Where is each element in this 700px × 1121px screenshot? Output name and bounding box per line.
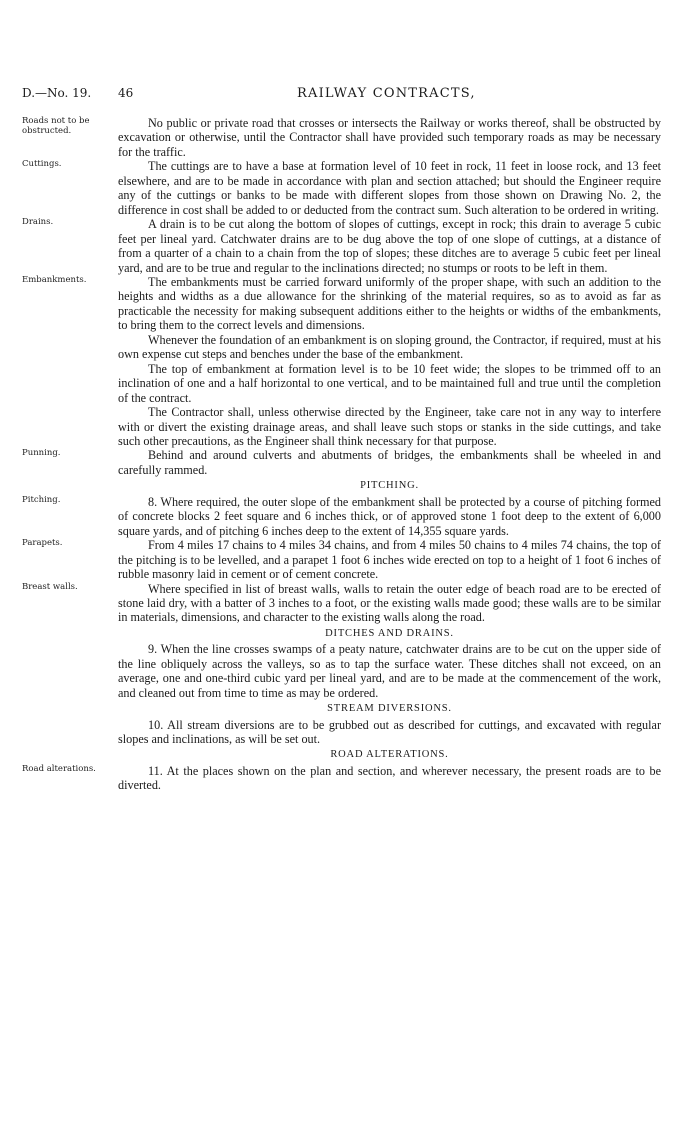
section-heading-road-alterations: ROAD ALTERATIONS. — [330, 749, 449, 761]
paragraph-text: A drain is to be cut along the bottom of slopes of cuttings, except in rock; this drain to average 5 cubic feet per lineal yard. Catchwater drains are to be dug above the top of one slope of cuttings, at a distance of from a quarter of a chain to a chain from the top of slopes; these ditches are to average 5 cubic feet per lineal yard, and are to be true and regular to the inclinations directed; no stumps or roots to be left in them. — [118, 217, 661, 275]
margin-note-drains: Drains. — [22, 217, 54, 228]
paragraph-text: Behind and around culverts and abutments of bridges, the embankments shall be wheeled in and carefully rammed. — [118, 448, 661, 477]
page-number: 46 — [118, 86, 134, 100]
paragraph-road-alterations — [22, 763, 661, 793]
paragraph-text: The embankments must be carried forward uniformly of the proper shape, with such an addition to the heights and widths as a due allowance for the shrinking of the material requires, so as to avoid as far as practicable the necessity for making subsequent additions either to the heights or widths of the embankments, to bring them to the correct levels and dimensions. — [118, 274, 661, 333]
paragraph-foundation — [118, 333, 661, 362]
paragraph-ditches — [118, 642, 661, 700]
margin-note-road-alterations: Road alterations. — [22, 763, 96, 774]
page-header — [22, 86, 682, 104]
paragraph-punning — [22, 448, 661, 477]
body-text — [22, 116, 661, 793]
paragraph-text: The cuttings are to have a base at formation level of 10 feet in rock, 11 feet in loose rock, and 13 feet elsewhere, and are to be made in accordance with plan and section attached; but should the Engineer require any of the cuttings or banks to be made with different slopes from those shown on Drawing No. 2, the difference in cost shall be added to or deducted from the contract sum. Such alteration to be ordered in writing. — [118, 159, 661, 217]
paragraph-drains — [22, 217, 661, 275]
paragraph-formation — [118, 362, 661, 405]
paragraph-roads — [22, 116, 661, 159]
paragraph-stream — [118, 718, 661, 747]
section-heading-ditches: DITCHES AND DRAINS. — [325, 627, 454, 639]
paragraph-text: 8. Where required, the outer slope of the embankment shall be protected by a course of pitching formed of concrete blocks 2 feet square and 6 inches thick, or of approved stone 1 foot deep to the extent of 6,000 square yards, and of pitching 6 inches deep to the extent of 14,355 square yards. — [118, 494, 661, 538]
paragraph-cuttings — [22, 159, 661, 217]
margin-note-punning: Punning. — [22, 448, 61, 459]
document-reference: D.—No. 19. — [22, 86, 92, 100]
paragraph-text: From 4 miles 17 chains to 4 miles 34 chains, and from 4 miles 50 chains to 4 miles 74 chains, the top of the pitching is to be levelled, and a parapet 1 foot 6 inches wide erected on top to a height of 1 foot 6 inches of rubble masonry laid in cement or of cement concrete. — [118, 538, 661, 582]
paragraph-parapets — [22, 538, 661, 582]
paragraph-text: Where specified in list of breast walls, walls to retain the outer edge of beach road are to be erected of stone laid dry, with a batter of 3 inches to a foot, or the existing walls made good; these walls are to be similar in materials, dimensions, and character to the existing walls along the road. — [118, 581, 661, 625]
section-heading-pitching: PITCHING. — [360, 480, 419, 492]
paragraph-drainage — [118, 405, 661, 448]
margin-note-breast-walls: Breast walls. — [22, 581, 78, 592]
paragraph-text: 11. At the places shown on the plan and section, and wherever necessary, the present roads are to be diverted. — [118, 763, 661, 793]
margin-note-parapets: Parapets. — [22, 538, 63, 549]
margin-note-roads: Roads not to be obstructed. — [22, 116, 90, 136]
running-title: RAILWAY CONTRACTS, — [297, 86, 476, 101]
paragraph-text: No public or private road that crosses or intersects the Railway or works thereof, shall be obstructed by excavation or otherwise, until the Contractor shall have provided such temporary roads as may be necessary for the traffic. — [118, 116, 661, 159]
margin-note-cuttings: Cuttings. — [22, 159, 62, 170]
section-heading-stream: STREAM DIVERSIONS. — [327, 703, 452, 715]
paragraph-pitching — [22, 494, 661, 538]
margin-note-embankments: Embankments. — [22, 274, 87, 285]
paragraph-text: The top of embankment at formation level is to be 10 feet wide; the slopes to be trimmed off to an inclination of one and a half horizontal to one vertical, and to be maintained full and true until the completion of the contract. — [118, 361, 661, 405]
paragraph-text: 9. When the line crosses swamps of a peaty nature, catchwater drains are to be cut on the upper side of the line obliquely across the valleys, so as to tap the surface water. These ditches shall not exceed, on an average, one and one-third cubic yard per lineal yard, and are to be made at the commencement of the work, and cleaned out from time to time as may be ordered. — [118, 642, 661, 700]
paragraph-text: The Contractor shall, unless otherwise directed by the Engineer, take care not in any way to interfere with or divert the existing drainage areas, and shall leave such stops or stanks in the side cuttings, and take such other precautions, as the Engineer shall think necessary for that purpose. — [118, 405, 661, 448]
paragraph-breast-walls — [22, 581, 661, 625]
paragraph-text: Whenever the foundation of an embankment is on sloping ground, the Contractor, if required, must at his own expense cut steps and benches under the base of the embankment. — [118, 332, 661, 362]
paragraph-embankments — [22, 274, 661, 333]
paragraph-text: 10. All stream diversions are to be grubbed out as described for cuttings, and excavated with regular slopes and inclinations, as will be set out. — [118, 717, 661, 747]
margin-note-pitching: Pitching. — [22, 494, 61, 505]
